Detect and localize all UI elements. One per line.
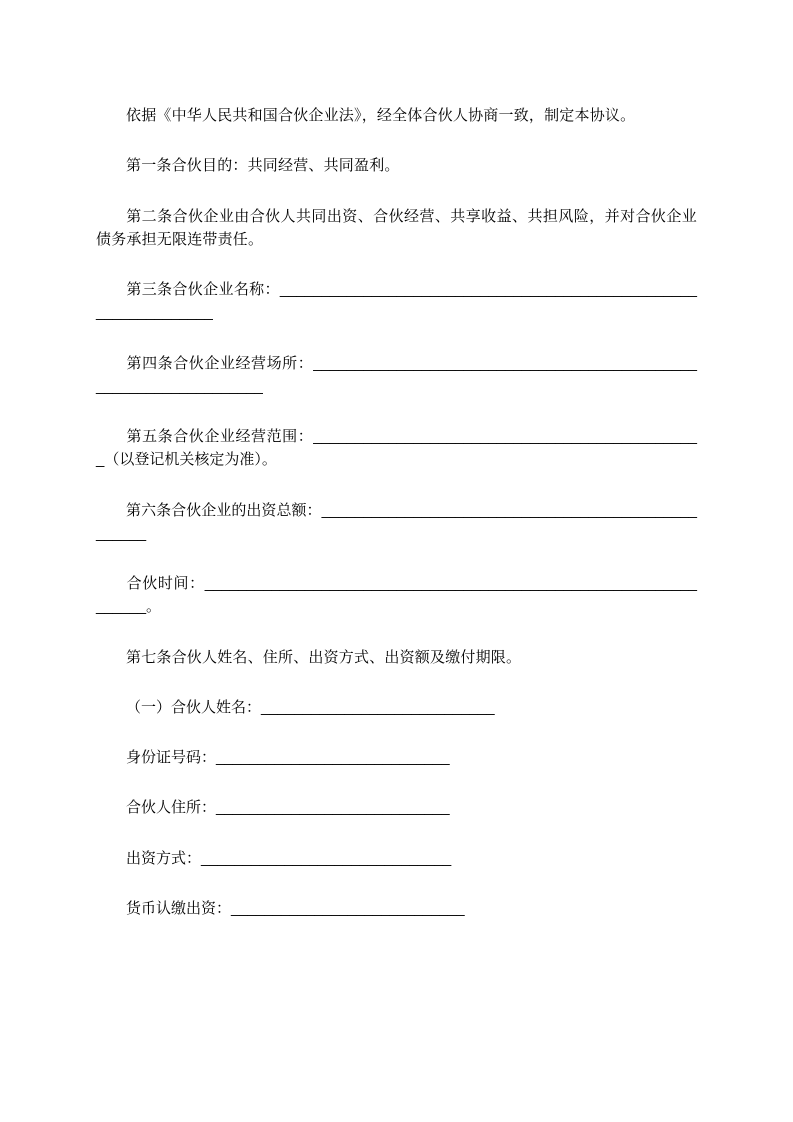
paragraph-article-6	[96, 499, 697, 546]
paragraph-article-2	[96, 205, 697, 252]
paragraph-text: 合伙人住所：____________________________	[126, 799, 450, 817]
paragraph-text: 第七条合伙人姓名、住所、出资方式、出资额及缴付期限。	[126, 648, 522, 666]
paragraph-article-7	[96, 646, 697, 669]
paragraph-text: 第二条合伙企业由合伙人共同出资、合伙经营、共享收益、共担风险，并对合伙企业债务承担无限连带责任。	[96, 207, 697, 248]
paragraph-text: 货币认缴出资：____________________________	[126, 899, 465, 917]
paragraph-text: 第三条合伙企业名称：________________________________________________________________	[96, 281, 697, 322]
paragraph-item-1-name	[96, 696, 697, 719]
paragraph-preamble	[96, 104, 697, 127]
paragraph-text: 第五条合伙企业经营范围：_______________________________________________（以登记机关核定为准）。	[96, 428, 697, 469]
paragraph-article-5	[96, 425, 697, 472]
paragraph-article-1	[96, 154, 697, 177]
paragraph-item-id-number	[96, 746, 697, 769]
paragraph-text: 第六条合伙企业的出资总额：___________________________________________________	[96, 501, 697, 542]
paragraph-article-3	[96, 278, 697, 325]
paragraph-article-4	[96, 352, 697, 399]
paragraph-item-contribution-method	[96, 847, 697, 870]
document-body	[96, 104, 697, 920]
paragraph-text: 身份证号码：____________________________	[126, 749, 450, 766]
paragraph-partnership-time	[96, 572, 697, 619]
paragraph-text: 第一条合伙目的：共同经营、共同盈利。	[126, 157, 400, 175]
paragraph-item-currency-contribution	[96, 897, 697, 920]
paragraph-text: （一）合伙人姓名：____________________________	[126, 698, 495, 716]
paragraph-text: 依据《中华人民共和国合伙企业法》，经全体合伙人协商一致，制定本协议。	[126, 107, 636, 124]
paragraph-text: 出资方式：______________________________	[126, 849, 452, 867]
paragraph-item-address	[96, 796, 697, 819]
paragraph-text: 第四条合伙企业经营场所：__________________________________________________________________	[96, 354, 697, 395]
paragraph-text: 合伙时间：_________________________________________________________________。	[96, 575, 697, 616]
